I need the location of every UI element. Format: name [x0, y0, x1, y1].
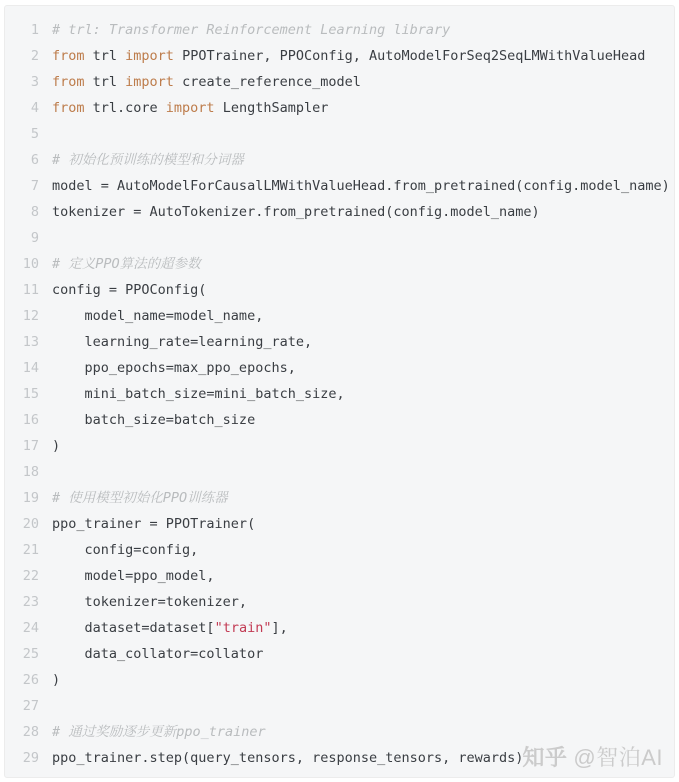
- code-block-panel: [4, 5, 675, 778]
- token-comment: # trl: Transformer Reinforcement Learning library: [52, 22, 451, 38]
- token-comment: # 初始化预训练的模型和分词器: [52, 152, 244, 168]
- line-number: 1: [30, 22, 39, 38]
- token-plain: learning_rate=learning_rate,: [52, 334, 313, 350]
- line-number: 12: [22, 308, 39, 324]
- line-number: 28: [22, 724, 39, 740]
- token-plain: ],: [271, 620, 288, 636]
- code-line: [13, 537, 668, 563]
- token-keyword: import: [165, 100, 215, 116]
- line-number: 13: [22, 334, 39, 350]
- token-plain: ): [52, 438, 61, 454]
- code-line: [13, 43, 668, 69]
- code-line: [13, 329, 668, 355]
- code-line: [13, 459, 668, 485]
- line-number: 14: [22, 360, 39, 376]
- code-text: [52, 256, 201, 272]
- line-number: 2: [30, 48, 39, 64]
- code-text: [52, 308, 263, 324]
- token-plain: trl: [84, 48, 126, 64]
- code-text: [52, 620, 288, 636]
- code-text: [52, 594, 247, 610]
- code-text: [52, 282, 206, 298]
- code-line: [13, 589, 668, 615]
- line-number: 29: [22, 750, 39, 766]
- code-line: [13, 17, 668, 43]
- code-line: [13, 667, 668, 693]
- code-line: [13, 251, 668, 277]
- code-text: [52, 386, 345, 402]
- code-text: [52, 360, 296, 376]
- code-text: [52, 438, 60, 454]
- code-line: [13, 69, 668, 95]
- code-line: [13, 563, 668, 589]
- code-line: [13, 147, 668, 173]
- token-plain: ): [52, 672, 61, 688]
- code-line: [13, 511, 668, 537]
- code-line: [13, 121, 668, 147]
- token-string: "train": [214, 620, 272, 636]
- token-plain: mini_batch_size=mini_batch_size,: [52, 386, 345, 402]
- line-number: 17: [22, 438, 39, 454]
- line-number: 8: [30, 204, 39, 220]
- line-number: 5: [30, 126, 39, 142]
- token-plain: data_collator=collator: [52, 646, 264, 662]
- code-text: [52, 412, 255, 428]
- token-plain: create_reference_model: [173, 74, 361, 90]
- code-text: [52, 646, 263, 662]
- code-text: [52, 48, 645, 64]
- token-plain: LengthSampler: [214, 100, 329, 116]
- token-plain: trl.core: [84, 100, 166, 116]
- token-plain: tokenizer=tokenizer,: [52, 594, 248, 610]
- watermark: [522, 741, 663, 772]
- line-number: 26: [22, 672, 39, 688]
- line-number: 24: [22, 620, 39, 636]
- line-number: 25: [22, 646, 39, 662]
- code-text: [52, 568, 215, 584]
- line-number: 22: [22, 568, 39, 584]
- code-text: [52, 516, 255, 532]
- line-number: 20: [22, 516, 39, 532]
- zhihu-logo-text: 知乎: [522, 745, 568, 770]
- code-line: [13, 199, 668, 225]
- code-line: [13, 381, 668, 407]
- line-number: 6: [30, 152, 39, 168]
- token-plain: tokenizer = AutoTokenizer.from_pretrained(config.model_name): [52, 204, 540, 220]
- token-plain: model_name=model_name,: [52, 308, 264, 324]
- code-text: [52, 152, 244, 168]
- token-plain: ppo_epochs=max_ppo_epochs,: [52, 360, 296, 376]
- token-plain: trl: [84, 74, 126, 90]
- token-comment: # 定义PPO算法的超参数: [52, 256, 201, 272]
- token-comment: # 通过奖励逐步更新ppo_trainer: [52, 724, 266, 740]
- code-line: [13, 225, 668, 251]
- token-plain: ppo_trainer.step(query_tensors, response_tensors, rewards): [52, 750, 524, 766]
- code-line: [13, 641, 668, 667]
- line-number: 11: [22, 282, 39, 298]
- token-plain: ppo_trainer = PPOTrainer(: [52, 516, 256, 532]
- code-text: [52, 672, 60, 688]
- line-number: 18: [22, 464, 39, 480]
- line-number: 15: [22, 386, 39, 402]
- code-text: [52, 178, 670, 194]
- line-number: 7: [30, 178, 39, 194]
- code-line: [13, 693, 668, 719]
- code-line: [13, 407, 668, 433]
- code-text: [52, 490, 228, 506]
- line-number: 27: [22, 698, 39, 714]
- code-text: [52, 724, 266, 740]
- code-line: [13, 615, 668, 641]
- line-number: 19: [22, 490, 39, 506]
- token-keyword: from: [52, 100, 85, 116]
- line-number: 3: [30, 74, 39, 90]
- line-number: 9: [30, 230, 39, 246]
- token-plain: config=config,: [52, 542, 199, 558]
- line-number: 10: [22, 256, 39, 272]
- code-text: [52, 542, 198, 558]
- token-comment: # 使用模型初始化PPO训练器: [52, 490, 228, 506]
- code-line: [13, 303, 668, 329]
- code-line: [13, 277, 668, 303]
- line-number: 16: [22, 412, 39, 428]
- code-text: [52, 750, 523, 766]
- token-keyword: from: [52, 74, 85, 90]
- line-number: 23: [22, 594, 39, 610]
- token-plain: PPOTrainer, PPOConfig, AutoModelForSeq2SeqLMWithValueHead: [173, 48, 646, 64]
- token-plain: batch_size=batch_size: [52, 412, 256, 428]
- token-plain: model=ppo_model,: [52, 568, 215, 584]
- code-text: [52, 22, 450, 38]
- code-lines: [13, 17, 668, 771]
- code-line: [13, 95, 668, 121]
- token-keyword: import: [125, 74, 174, 90]
- line-number: 21: [22, 542, 39, 558]
- code-line: [13, 173, 668, 199]
- code-line: [13, 355, 668, 381]
- code-text: [52, 74, 361, 90]
- code-line: [13, 485, 668, 511]
- token-keyword: from: [52, 48, 85, 64]
- token-plain: dataset=dataset[: [52, 620, 215, 636]
- code-text: [52, 100, 328, 116]
- watermark-author-handle: @智泊AI: [573, 745, 663, 770]
- token-plain: model = AutoModelForCausalLMWithValueHead.from_pretrained(config.model_name): [52, 178, 670, 194]
- line-number: 4: [30, 100, 39, 116]
- code-line: [13, 433, 668, 459]
- code-text: [52, 334, 312, 350]
- token-keyword: import: [125, 48, 174, 64]
- token-plain: config = PPOConfig(: [52, 282, 207, 298]
- code-text: [52, 204, 540, 220]
